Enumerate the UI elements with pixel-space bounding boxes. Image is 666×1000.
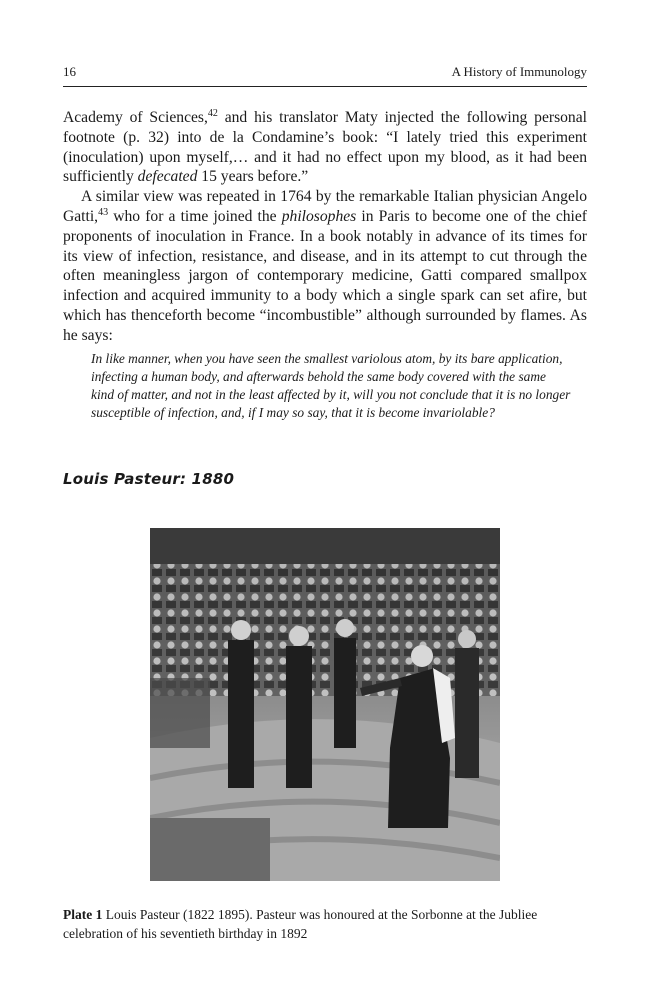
paragraph-2-text-b: who for a time joined the [108, 207, 282, 225]
ceremony-photo-illustration [150, 528, 500, 881]
paragraph-1-text-a: Academy of Sciences, [63, 109, 208, 126]
paragraph-1-text-b: and his translator Maty injected the following personal footnote (p. 32) into de la Condamine’s book: “I lately tried this experiment (inoculation) upon myself,… and it had no effect upon my blood, as it had been sufficiently [63, 109, 587, 186]
plate-caption-text: Louis Pasteur (1822 1895). Pasteur was honoured at the Sorbonne at the Jubliee celebration of his seventieth birthday in 1892 [63, 907, 538, 941]
body-text [63, 108, 587, 346]
paragraph-2 [63, 187, 587, 345]
running-title: A History of Immunology [451, 64, 587, 79]
running-header [63, 64, 587, 87]
footnote-ref-42: 42 [207, 108, 218, 119]
page-number: 16 [63, 64, 76, 79]
block-quote: In like manner, when you have seen the smallest variolous atom, by its bare application, infecting a human body, and afterwards behold the same body covered with the same kind of matter, and not in the least affected by it, will you not conclude that it is no longer susceptible of infection, and, if I may so say, that it is become invariolable? [91, 351, 571, 421]
paragraph-2-emphasis: philosophes [281, 207, 357, 225]
paragraph-1-emphasis: defecated [137, 168, 198, 186]
plate-label: Plate 1 [63, 907, 103, 922]
plate-caption [63, 906, 587, 943]
paragraph-1 [63, 108, 587, 187]
paragraph-2-text-c: in Paris to become one of the chief proponents of inoculation in France. In a book notably in advance of its times for its view of infection, resistance, and disease, and in its attempt to cut through the often meaningless jargon of contemporary medicine, Gatti compared smallpox infection and acquired immunity to a body which a single spark can set afire, but which has thenceforth become “incombustible” although surrounded by flames. As he says: [63, 207, 587, 344]
paragraph-2-text-a: A similar view was repeated in 1764 by the remarkable Italian physician Angelo Gatti, [63, 188, 587, 225]
footnote-ref-43: 43 [98, 206, 109, 218]
plate-photograph [150, 528, 500, 881]
paragraph-1-text-c: 15 years before.” [197, 168, 309, 186]
section-heading: Louis Pasteur: 1880 [63, 470, 235, 488]
